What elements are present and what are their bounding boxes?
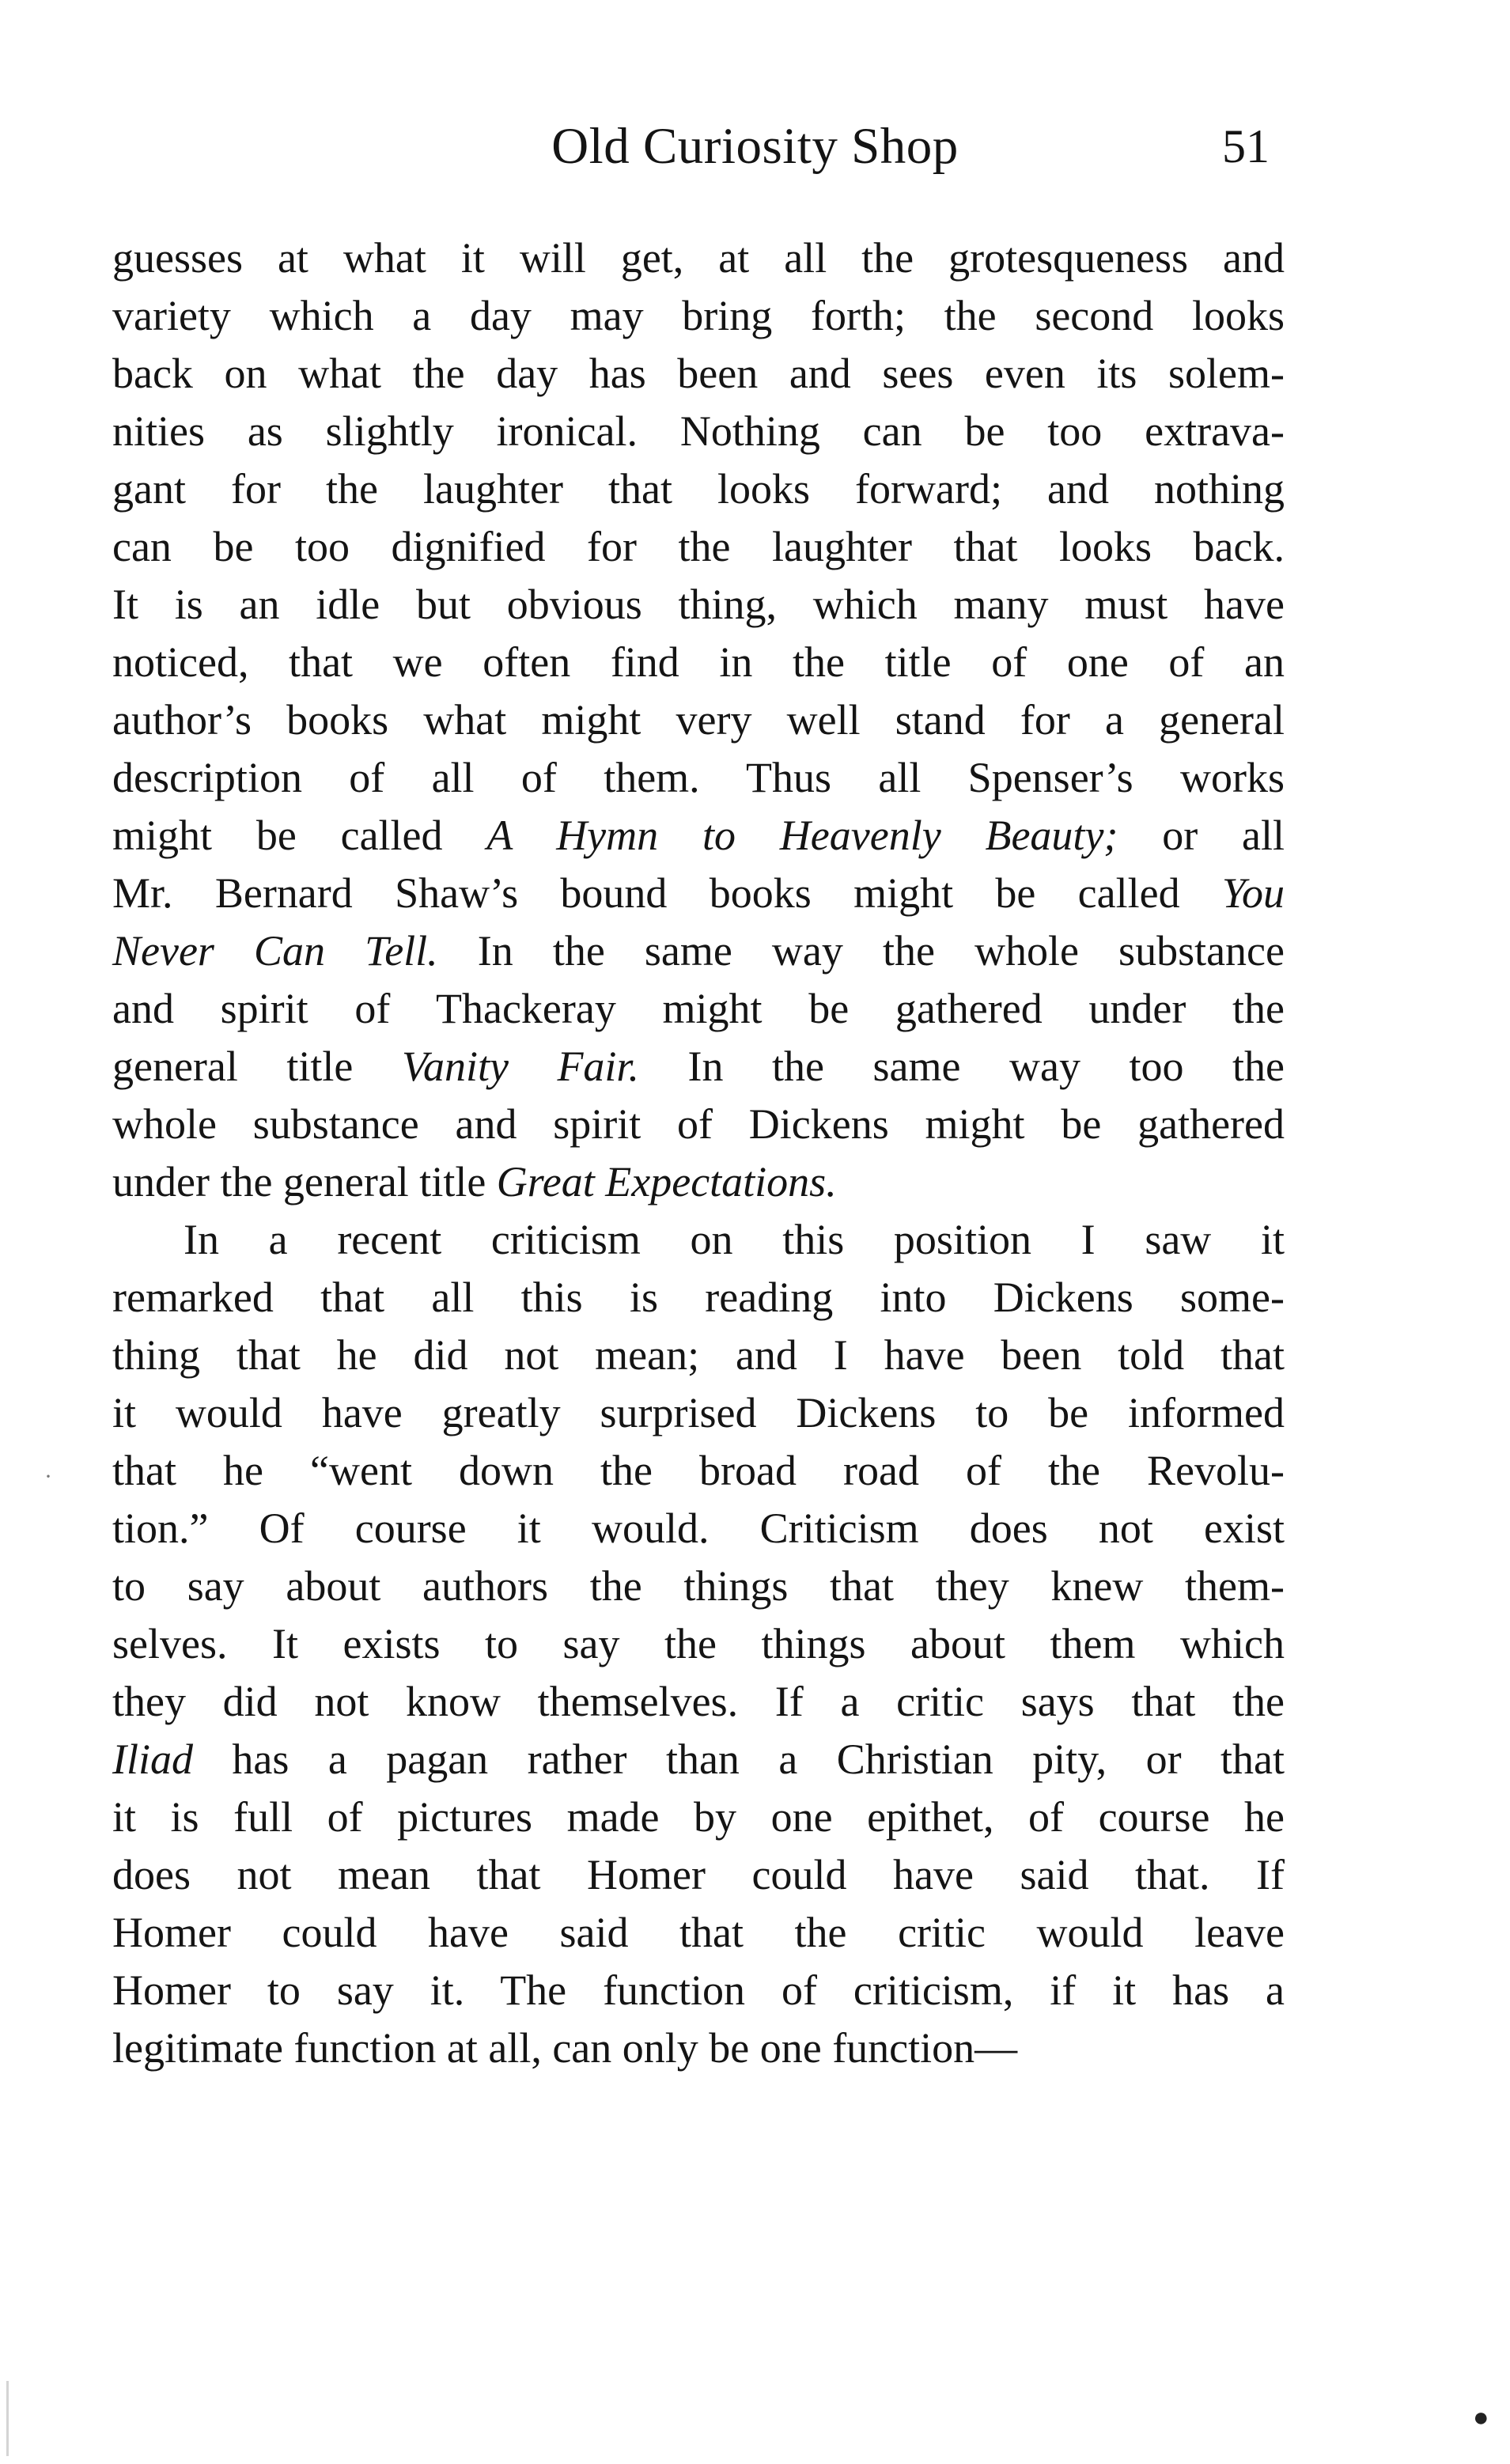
text-run: under the general title [112, 1158, 497, 1206]
text-line [112, 807, 1285, 865]
text-run: Mr. Bernard Shaw’s bound books might be called [112, 869, 1222, 917]
text-line [112, 1731, 1285, 1788]
text-line [112, 1096, 1285, 1153]
text-run: they did not know themselves. If a critic says that the [112, 1678, 1285, 1725]
text-line [112, 1558, 1285, 1615]
text-line [112, 1500, 1285, 1558]
text-run: might be called [112, 812, 487, 859]
text-line [112, 634, 1285, 691]
italic-text: You [1221, 869, 1285, 917]
text-run: general title [112, 1043, 402, 1090]
text-line [112, 1384, 1285, 1442]
paragraph [112, 1211, 1285, 2077]
text-run: In a recent criticism on this position I saw it [184, 1216, 1285, 1263]
text-run: gant for the laughter that looks forward; and nothing [112, 465, 1285, 513]
text-run: does not mean that Homer could have said that. If [112, 1851, 1285, 1898]
text-run: remarked that all this is reading into Dickens some- [112, 1274, 1285, 1321]
body-text [112, 229, 1285, 2077]
italic-text: Great Expectations. [496, 1158, 837, 1206]
text-run: Homer to say it. The function of criticism, if it has a [112, 1966, 1285, 2014]
text-run: or all [1118, 812, 1285, 859]
text-run: thing that he did not mean; and I have been told that [112, 1331, 1285, 1379]
text-line [112, 1153, 1285, 1211]
text-line [112, 749, 1285, 807]
text-line [112, 1211, 1285, 1269]
text-run: In the same way the whole substance [437, 927, 1285, 975]
text-run: tion.” Of course it would. Criticism does not exist [112, 1505, 1285, 1552]
text-line [112, 229, 1285, 287]
text-line [112, 2019, 1285, 2077]
text-line [112, 691, 1285, 749]
text-run: description of all of them. Thus all Spenser’s works [112, 754, 1285, 801]
text-line [112, 865, 1285, 922]
text-run: it would have greatly surprised Dickens to be informed [112, 1389, 1285, 1436]
text-line [112, 1038, 1285, 1096]
text-run: can be too dignified for the laughter that looks back. [112, 523, 1285, 570]
text-line [112, 1269, 1285, 1327]
text-run: to say about authors the things that they knew them- [112, 1562, 1285, 1610]
text-line [112, 1962, 1285, 2019]
text-run: variety which a day may bring forth; the second looks [112, 292, 1285, 339]
text-run: back on what the day has been and sees even its solem- [112, 350, 1285, 397]
text-line [112, 403, 1285, 460]
text-line [112, 1846, 1285, 1904]
text-line [112, 922, 1285, 980]
italic-text: A Hymn to Heavenly Beauty; [486, 812, 1118, 859]
text-line [112, 1442, 1285, 1500]
text-run: In the same way too the [638, 1043, 1285, 1090]
italic-text: Vanity Fair. [401, 1043, 639, 1090]
text-run: author’s books what might very well stand for a general [112, 696, 1285, 744]
text-line [112, 1788, 1285, 1846]
text-line [112, 345, 1285, 403]
text-run: It is an idle but obvious thing, which many must have [112, 581, 1285, 628]
running-head [0, 111, 1510, 182]
text-run: guesses at what it will get, at all the grotesqueness and [112, 234, 1285, 282]
text-run: and spirit of Thackeray might be gathered under the [112, 985, 1285, 1032]
text-line [112, 1904, 1285, 1962]
text-run: noticed, that we often find in the title of one of an [112, 638, 1285, 686]
text-run: legitimate function at all, can only be one function— [112, 2024, 1018, 2072]
text-run: selves. It exists to say the things about them which [112, 1620, 1285, 1667]
text-line [112, 1327, 1285, 1384]
text-line [112, 576, 1285, 634]
page-number: 51 [1222, 120, 1270, 172]
text-line [112, 460, 1285, 518]
text-line [112, 980, 1285, 1038]
paragraph [112, 229, 1285, 1211]
text-line [112, 1615, 1285, 1673]
text-run: whole substance and spirit of Dickens might be gathered [112, 1100, 1285, 1148]
margin-speck: · [44, 1463, 52, 1489]
text-line [112, 518, 1285, 576]
text-run: Homer could have said that the critic would leave [112, 1909, 1285, 1956]
italic-text: Never Can Tell. [112, 927, 438, 975]
italic-text: Iliad [112, 1735, 193, 1783]
text-line [112, 1673, 1285, 1731]
text-run: has a pagan rather than a Christian pity, or that [193, 1735, 1285, 1783]
scan-edge-line [6, 2381, 9, 2456]
running-title: Old Curiosity Shop [551, 118, 959, 175]
text-run: nities as slightly ironical. Nothing can be too extrava- [112, 407, 1285, 455]
scan-blot: ● [1473, 2403, 1489, 2432]
text-run: that he “went down the broad road of the Revolu- [112, 1447, 1285, 1494]
text-run: it is full of pictures made by one epithet, of course he [112, 1793, 1285, 1841]
text-line [112, 287, 1285, 345]
